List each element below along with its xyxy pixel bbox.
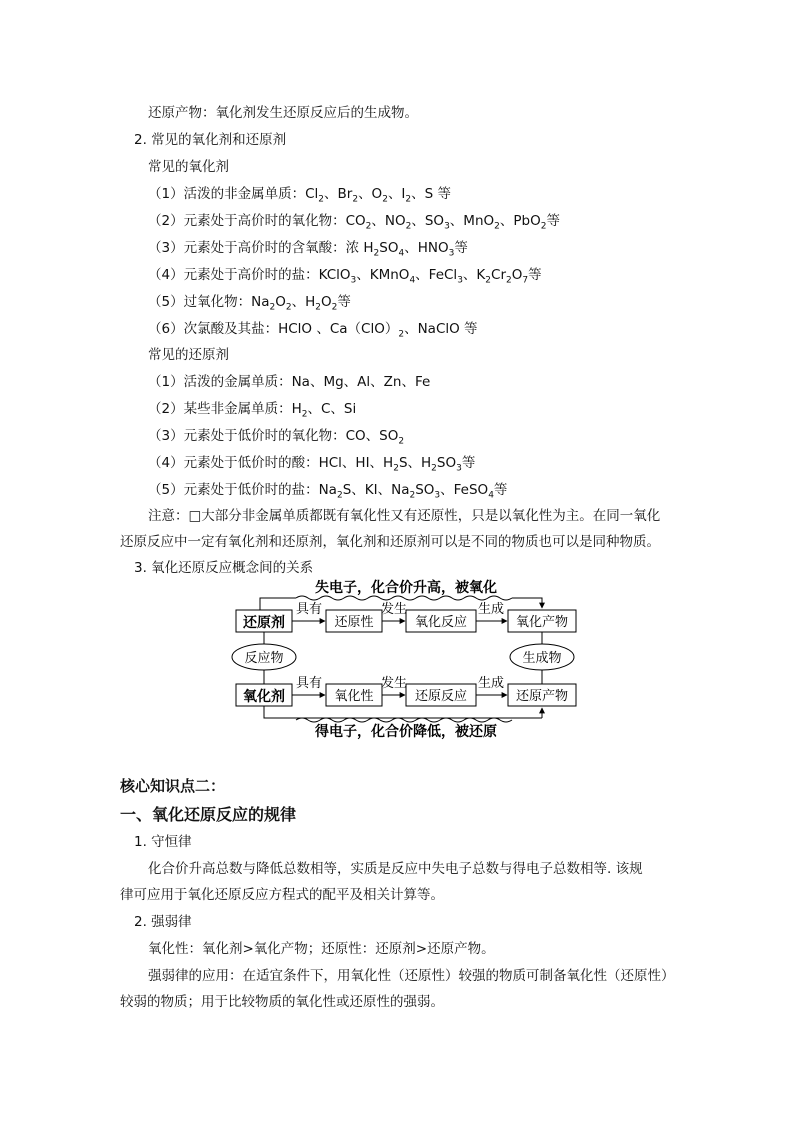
- bottom-label: 得电子，化合价降低，被还原: [315, 724, 497, 740]
- text-segment: 、K: [462, 267, 486, 283]
- subscript: 2: [315, 302, 321, 313]
- arrow-form-1-label: 生成: [477, 602, 505, 617]
- box-oxidation-reaction-label: 氧化反应: [414, 615, 468, 630]
- text-segment: 、C、Si: [307, 401, 357, 417]
- text-segment: （6）次氯酸及其盐：HClO 、Ca（ClO）: [148, 321, 399, 337]
- arrow-undergo-2-label: 发生: [380, 676, 408, 691]
- text-segment: SO: [415, 482, 435, 498]
- subscript: 3: [350, 275, 357, 286]
- subscript: 2: [352, 194, 359, 205]
- law-2-line-2: 强弱律的应用：在适宜条件下，用氧化性（还原性）较强的物质可制备氧化性（还原性）: [148, 968, 675, 984]
- subscript: 3: [457, 275, 463, 286]
- heading-redox-laws: 一、氧化还原反应的规律: [120, 805, 297, 824]
- oval-reactants-label: 反应物: [244, 651, 284, 666]
- top-wavy-line: [296, 596, 512, 600]
- text-segment: 、O: [358, 186, 383, 202]
- oxidizers-title: 常见的氧化剂: [148, 159, 229, 175]
- arrow-undergo-1-label: 发生: [380, 602, 408, 617]
- text-segment: （5）过氧化物：Na: [148, 294, 270, 310]
- subscript: 2: [331, 302, 338, 313]
- subscript: 2: [431, 463, 437, 474]
- subscript: 2: [485, 275, 492, 286]
- text-segment: 、I: [387, 186, 406, 202]
- text-segment: 、FeCl: [415, 267, 458, 283]
- text-segment: 、PbO: [499, 213, 541, 229]
- arrow-has-2-label: 具有: [295, 676, 323, 691]
- oxidizers-item-3: [148, 238, 468, 258]
- text-segment: 、FeSO: [440, 482, 489, 498]
- bottom-bracket: [264, 706, 542, 718]
- text-segment: SO: [436, 455, 457, 471]
- arrow-form-2-label: 生成: [477, 676, 505, 691]
- reducers-item-3: [148, 426, 404, 446]
- subscript: 2: [382, 194, 388, 205]
- oxidizers-item-5: [148, 292, 351, 312]
- text-segment: 等: [546, 213, 560, 229]
- box-reducibility-label: 还原性: [334, 615, 374, 630]
- text-segment: 、S 等: [411, 186, 452, 202]
- reducers-item-4: [148, 453, 475, 473]
- subscript: 2: [398, 436, 405, 447]
- subscript: 2: [393, 463, 399, 474]
- subscript: 4: [488, 490, 494, 501]
- reducers-title: 常见的还原剂: [148, 347, 229, 363]
- subscript: 7: [522, 275, 529, 286]
- text-segment: （1）活泼的金属单质：Na、Mg、Al、Zn、Fe: [148, 374, 431, 390]
- bottom-wavy-line: [296, 718, 512, 722]
- reducers-item-5: [148, 480, 507, 500]
- text-segment: O: [511, 267, 523, 283]
- box-oxidizability-label: 氧化性: [334, 689, 374, 704]
- box-oxidation-product-label: 氧化产物: [515, 615, 569, 630]
- text-segment: （5）元素处于低价时的盐：Na: [148, 482, 337, 498]
- law-1-line-1: 化合价升高总数与降低总数相等，实质是反应中失电子总数与得电子总数相等. 该规: [148, 861, 643, 877]
- subscript: 2: [540, 221, 547, 232]
- text-segment: 等: [461, 455, 476, 471]
- subscript: 2: [285, 302, 292, 313]
- subscript: 3: [434, 490, 441, 501]
- oxidizers-item-2: [148, 211, 560, 231]
- text-segment: O: [320, 294, 332, 310]
- oxidizers-item-4: [148, 265, 542, 285]
- subscript: 3: [444, 221, 450, 232]
- subscript: 2: [506, 275, 512, 286]
- reducers-item-2: [148, 399, 356, 419]
- subscript: 2: [398, 329, 405, 340]
- section-2-title: 2. 常见的氧化剂和还原剂: [134, 132, 287, 148]
- subscript: 2: [269, 302, 276, 313]
- law-2-line-3: 较弱的物质；用于比较物质的氧化性或还原性的强弱。: [120, 994, 444, 1010]
- law-1-title: 1. 守恒律: [134, 834, 192, 850]
- arrow-has-1-label: 具有: [295, 602, 323, 617]
- law-2-title: 2. 强弱律: [134, 914, 192, 930]
- subscript: 2: [405, 221, 412, 232]
- note-line-2: 还原反应中一定有氧化剂和还原剂，氧化剂和还原剂可以是不同的物质也可以是同种物质。: [120, 534, 660, 550]
- text-segment: （2）某些非金属单质：H: [148, 401, 302, 417]
- text-segment: 、Br: [324, 186, 353, 202]
- text-segment: O: [275, 294, 286, 310]
- top-bracket-arrow: [512, 598, 542, 608]
- note-line-1: 注意：□大部分非金属单质都既有氧化性又有还原性，只是以氧化性为主。在同一氧化: [148, 508, 661, 524]
- top-bracket-left: [260, 598, 296, 610]
- subscript: 2: [373, 248, 380, 259]
- box-reduction-reaction-label: 还原反应: [414, 689, 468, 704]
- text-segment: 、MnO: [449, 213, 495, 229]
- box-reducing-agent-label: 还原剂: [243, 615, 285, 631]
- text-segment: 、KMnO: [356, 267, 410, 283]
- subscript: 2: [494, 221, 500, 232]
- text-segment: 、HNO: [404, 240, 449, 256]
- subscript: 2: [301, 409, 308, 420]
- subscript: 2: [318, 194, 325, 205]
- text-segment: （4）元素处于低价时的酸：HCl、HI、H: [148, 455, 394, 471]
- subscript: 4: [398, 248, 405, 259]
- text-segment: （4）元素处于高价时的盐：KClO: [148, 267, 351, 283]
- law-2-line-1: 氧化性：氧化剂>氧化产物；还原性：还原剂>还原产物。: [148, 941, 495, 957]
- text-segment: Cr: [491, 267, 506, 283]
- subscript: 4: [409, 275, 416, 286]
- reduction-product-definition: 还原产物：氧化剂发生还原反应后的生成物。: [148, 105, 418, 121]
- top-label: 失电子，化合价升高，被氧化: [315, 580, 497, 596]
- box-oxidizing-agent-label: 氧化剂: [243, 689, 285, 705]
- text-segment: 、NaClO 等: [404, 321, 478, 337]
- reducers-item-1: [148, 372, 430, 392]
- text-segment: （3）元素处于高价时的含氧酸：浓 H: [148, 240, 374, 256]
- text-segment: 、SO: [411, 213, 445, 229]
- text-segment: 、NO: [371, 213, 406, 229]
- subscript: 2: [336, 490, 343, 501]
- oxidizers-item-6: [148, 319, 478, 339]
- subscript: 2: [405, 194, 412, 205]
- subscript: 2: [409, 490, 416, 501]
- subscript: 3: [448, 248, 455, 259]
- text-segment: （1）活泼的非金属单质：Cl: [148, 186, 319, 202]
- text-segment: 等: [528, 267, 542, 283]
- subscript: 3: [456, 463, 462, 474]
- text-segment: （2）元素处于高价时的氧化物：CO: [148, 213, 366, 229]
- core-point-title: 核心知识点二：: [120, 777, 226, 795]
- text-segment: 等: [454, 240, 468, 256]
- text-segment: （3）元素处于低价时的氧化物：CO、SO: [148, 428, 399, 444]
- text-segment: S、H: [398, 455, 432, 471]
- oval-products-label: 生成物: [522, 651, 562, 666]
- redox-concept-diagram: [230, 578, 582, 748]
- text-segment: 等: [493, 482, 508, 498]
- subscript: 2: [365, 221, 372, 232]
- oxidizers-item-1: [148, 184, 451, 204]
- law-1-line-2: 律可应用于氧化还原反应方程式的配平及相关计算等。: [120, 887, 444, 903]
- text-segment: 等: [337, 294, 351, 310]
- box-reduction-product-label: 还原产物: [515, 689, 569, 704]
- text-segment: SO: [379, 240, 399, 256]
- text-segment: 、H: [291, 294, 316, 310]
- text-segment: S、KI、Na: [342, 482, 410, 498]
- section-3-title: 3. 氧化还原反应概念间的关系: [134, 560, 314, 576]
